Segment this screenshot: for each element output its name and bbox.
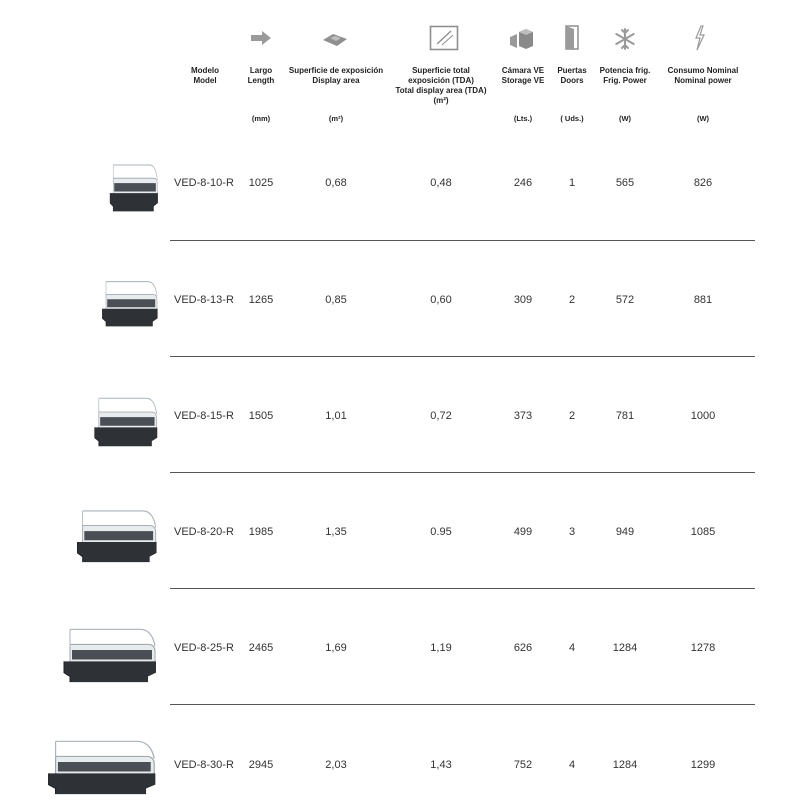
- header-doors-line2: Doors: [560, 76, 584, 85]
- cell-model: VED-8-13-R: [174, 294, 234, 306]
- cell-display-area: 1,69: [325, 642, 347, 654]
- header-model-line2: Model: [193, 76, 217, 85]
- unit-length: (mm): [251, 114, 271, 123]
- cell-doors: 4: [568, 759, 576, 771]
- unit-power: (W): [696, 114, 710, 123]
- cell-nominal-power: 1085: [690, 526, 716, 538]
- cell-display-area: 0,68: [325, 177, 347, 189]
- cell-storage: 246: [513, 177, 533, 189]
- row-separator: [170, 472, 755, 473]
- cell-frig-power: 1284: [612, 759, 638, 771]
- row-separator: [170, 704, 755, 705]
- cell-frig-power: 1284: [612, 642, 638, 654]
- header-doors: [550, 66, 594, 86]
- cell-frig-power: 949: [615, 526, 635, 538]
- cell-doors: 4: [568, 642, 576, 654]
- header-frig-line1: Potencia frig.: [599, 66, 651, 75]
- header-storage: [494, 66, 552, 86]
- cell-storage: 373: [513, 410, 533, 422]
- cell-display-area: 0,85: [325, 294, 347, 306]
- unit-doors: ( Uds.): [560, 114, 584, 123]
- display-case-image: [60, 618, 160, 684]
- cell-nominal-power: 881: [693, 294, 713, 306]
- header-tda-line4: (m²): [433, 96, 449, 105]
- cell-display-area: 1,01: [325, 410, 347, 422]
- header-tda-line3: Total display area (TDA): [395, 86, 487, 95]
- cell-model: VED-8-25-R: [174, 642, 234, 654]
- cell-tda: 0.95: [430, 526, 452, 538]
- cell-length: 2465: [248, 642, 274, 654]
- header-tda-line2: exposición (TDA): [408, 76, 474, 85]
- cell-length: 1505: [248, 410, 274, 422]
- display-case-image: [92, 388, 160, 448]
- header-model-line1: Modelo: [191, 66, 219, 75]
- cell-display-area: 2,03: [325, 759, 347, 771]
- header-length-line2: Length: [247, 76, 275, 85]
- header-display-line1: Superficie de exposición: [288, 66, 384, 75]
- cell-nominal-power: 1278: [690, 642, 716, 654]
- header-display-area: [281, 66, 391, 86]
- row-separator: [170, 240, 755, 241]
- display-case-image: [108, 155, 160, 213]
- display-surface-icon: [321, 32, 349, 48]
- cell-length: 1025: [248, 177, 274, 189]
- display-case-image: [74, 500, 160, 564]
- snowflake-icon: [613, 27, 637, 51]
- unit-storage: (Lts.): [513, 114, 533, 123]
- cell-tda: 0,72: [430, 410, 452, 422]
- header-tda-line1: Superficie total: [412, 66, 470, 75]
- cell-nominal-power: 826: [693, 177, 713, 189]
- row-separator: [170, 356, 755, 357]
- display-case-image: [100, 272, 160, 328]
- header-storage-line2: Storage VE: [501, 76, 545, 85]
- cell-model: VED-8-20-R: [174, 526, 234, 538]
- cell-storage: 752: [513, 759, 533, 771]
- door-icon: [564, 25, 580, 51]
- cell-frig-power: 565: [615, 177, 635, 189]
- cell-length: 2945: [248, 759, 274, 771]
- header-frig-line2: Frig. Power: [603, 76, 647, 85]
- header-tda: [385, 66, 497, 106]
- cell-length: 1265: [248, 294, 274, 306]
- unit-display: (m²): [328, 114, 344, 123]
- lightning-icon: [692, 25, 708, 51]
- header-display-line2: Display area: [312, 76, 360, 85]
- cell-storage: 626: [513, 642, 533, 654]
- header-model: [175, 66, 235, 86]
- header-length: [240, 66, 282, 86]
- cell-doors: 2: [568, 294, 576, 306]
- cell-doors: 2: [568, 410, 576, 422]
- cell-storage: 309: [513, 294, 533, 306]
- cell-model: VED-8-10-R: [174, 177, 234, 189]
- header-nominal-power: [658, 66, 748, 86]
- display-case-image: [44, 730, 160, 796]
- cell-model: VED-8-15-R: [174, 410, 234, 422]
- arrow-right-icon: [250, 30, 272, 46]
- cell-model: VED-8-30-R: [174, 759, 234, 771]
- unit-frig: (W): [618, 114, 632, 123]
- cell-storage: 499: [513, 526, 533, 538]
- cell-tda: 1,43: [430, 759, 452, 771]
- header-frig-power: [593, 66, 657, 86]
- glass-panel-icon: [429, 25, 459, 51]
- header-length-line1: Largo: [249, 66, 273, 75]
- header-power-line1: Consumo Nominal: [667, 66, 739, 75]
- cell-nominal-power: 1000: [690, 410, 716, 422]
- cell-frig-power: 781: [615, 410, 635, 422]
- cell-tda: 0,48: [430, 177, 452, 189]
- row-separator: [170, 588, 755, 589]
- header-doors-line1: Puertas: [557, 66, 587, 75]
- header-power-line2: Nominal power: [674, 76, 732, 85]
- cell-frig-power: 572: [615, 294, 635, 306]
- cell-tda: 0,60: [430, 294, 452, 306]
- cell-nominal-power: 1299: [690, 759, 716, 771]
- cell-display-area: 1,35: [325, 526, 347, 538]
- storage-cubes-icon: [508, 28, 536, 50]
- cell-doors: 1: [568, 177, 576, 189]
- cell-doors: 3: [568, 526, 576, 538]
- cell-length: 1985: [248, 526, 274, 538]
- header-storage-line1: Cámara VE: [501, 66, 545, 75]
- cell-tda: 1,19: [430, 642, 452, 654]
